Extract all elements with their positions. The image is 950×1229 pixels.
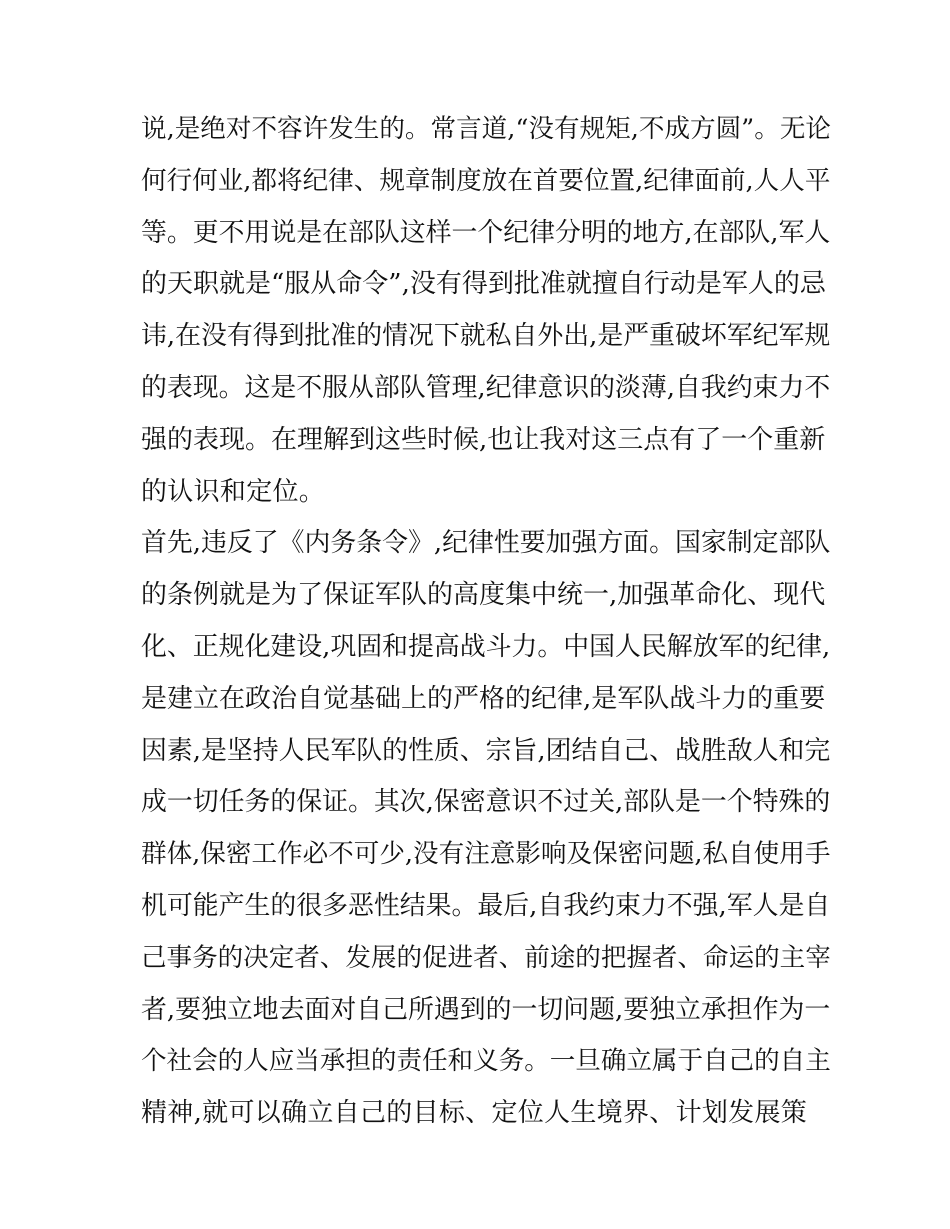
text-line: 己事务的决定者、发展的促进者、前途的把握者、命运的主宰 xyxy=(141,942,831,973)
text-line: 化、正规化建设,巩固和提高战斗力。中国人民解放军的纪律, xyxy=(141,631,831,662)
text-line: 的认识和定位。 xyxy=(141,476,326,507)
text-line: 是建立在政治自觉基础上的严格的纪律,是军队战斗力的重要 xyxy=(141,683,826,714)
text-line: 精神,就可以确立自己的目标、定位人生境界、计划发展策 xyxy=(141,1098,808,1129)
text-line: 群体,保密工作必不可少,没有注意影响及保密问题,私自使用手 xyxy=(141,839,831,870)
text-line: 说,是绝对不容许发生的。常言道,“没有规矩,不成方圆”。无论 xyxy=(141,114,831,144)
body-text xyxy=(141,110,831,1146)
text-line: 者,要独立地去面对自己所遇到的一切问题,要独立承担作为一 xyxy=(141,994,831,1025)
text-line: 因素,是坚持人民军队的性质、宗旨,团结自己、战胜敌人和完 xyxy=(141,735,831,766)
text-line: 强的表现。在理解到这些时候,也让我对这三点有了一个重新 xyxy=(141,424,826,455)
text-line: 何行何业,都将纪律、规章制度放在首要位置,纪律面前,人人平 xyxy=(141,165,831,196)
text-line: 等。更不用说是在部队这样一个纪律分明的地方,在部队,军人 xyxy=(141,217,831,248)
text-line: 讳,在没有得到批准的情况下就私自外出,是严重破坏军纪军规 xyxy=(141,321,831,352)
text-line: 首先,违反了《内务条令》,纪律性要加强方面。国家制定部队 xyxy=(141,528,831,559)
text-line: 成一切任务的保证。其次,保密意识不过关,部队是一个特殊的 xyxy=(141,787,831,818)
text-line: 的天职就是“服从命令”,没有得到批准就擅自行动是军人的忌 xyxy=(141,269,826,300)
text-line: 个社会的人应当承担的责任和义务。一旦确立属于自己的自主 xyxy=(141,1046,831,1077)
text-line: 机可能产生的很多恶性结果。最后,自我约束力不强,军人是自 xyxy=(141,890,831,921)
text-line: 的表现。这是不服从部队管理,纪律意识的淡薄,自我约束力不 xyxy=(141,372,831,403)
text-line: 的条例就是为了保证军队的高度集中统一,加强革命化、现代 xyxy=(141,580,826,611)
